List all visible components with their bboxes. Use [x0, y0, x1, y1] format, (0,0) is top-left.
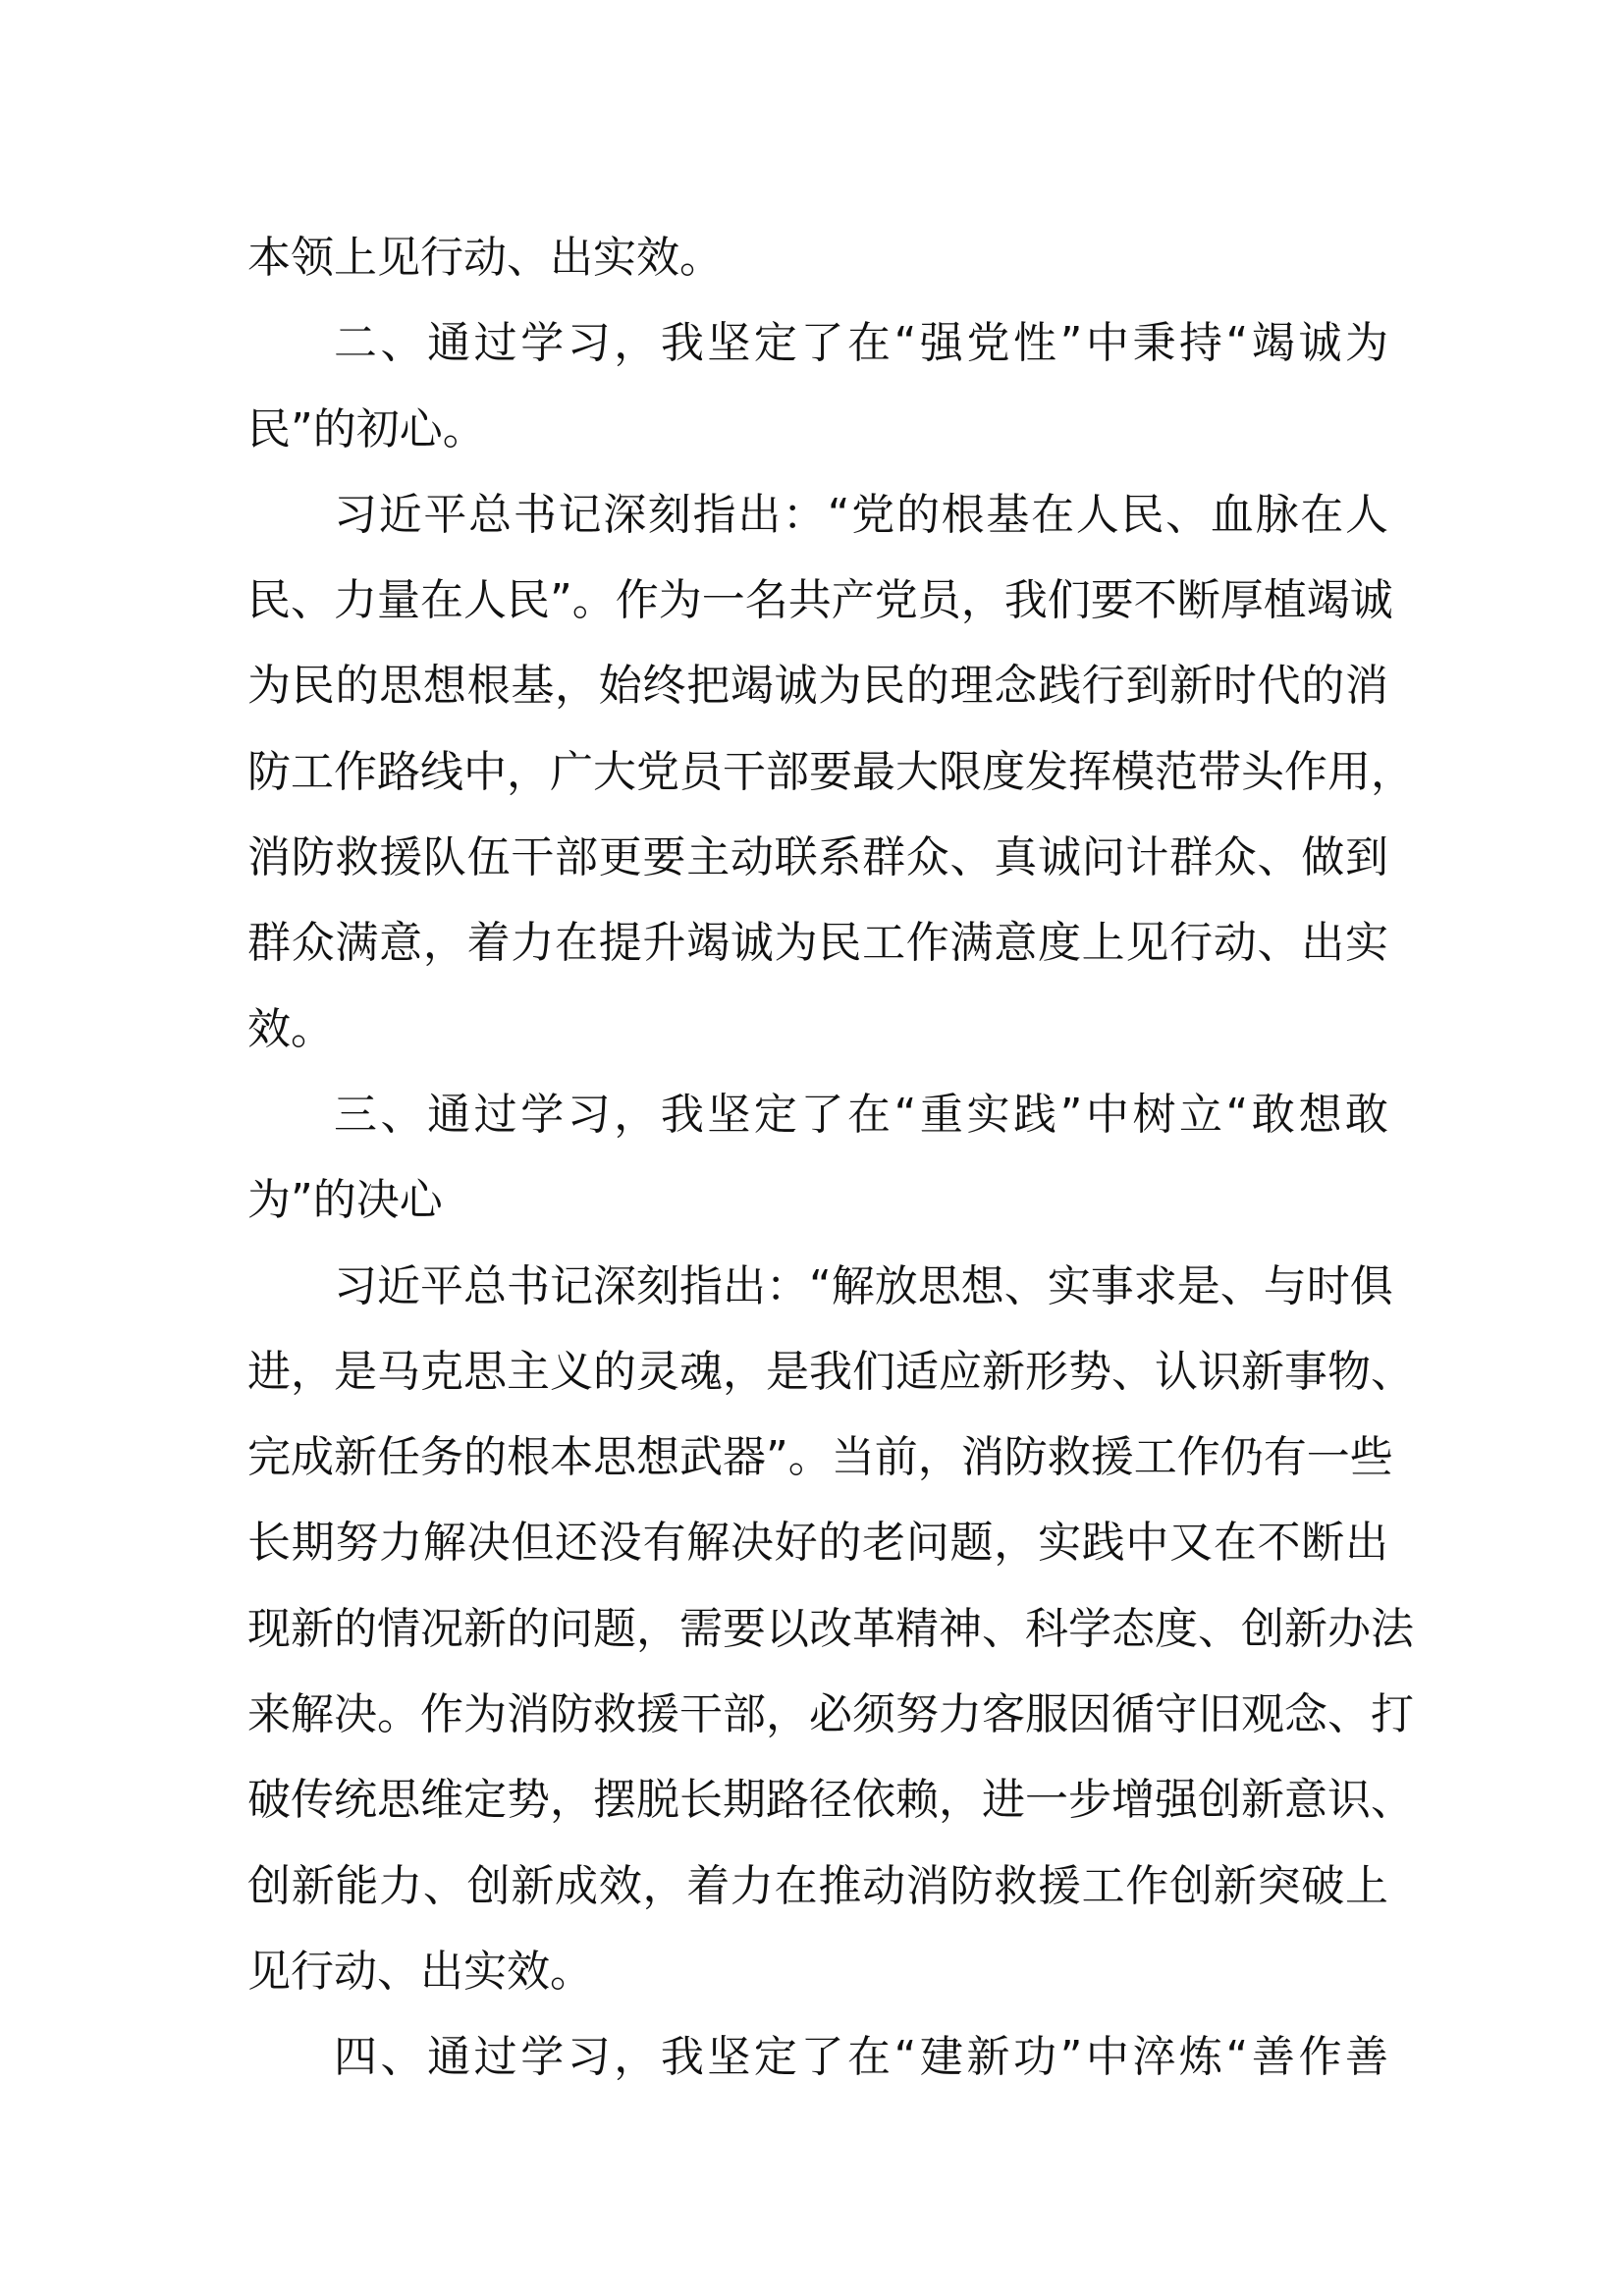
- paragraph: [247, 1085, 1388, 1256]
- text-line: 民”的初心。: [247, 403, 486, 454]
- text-line: 四、通过学习，我坚定了在“建新功”中淬炼“善作善: [334, 2032, 1388, 2083]
- text-line: 效。: [247, 1003, 334, 1054]
- paragraph: [247, 228, 1388, 313]
- text-line: 来解决。作为消防救援干部，必须努力客服因循守旧观念、打: [247, 1689, 1414, 1740]
- text-line: 见行动、出实效。: [247, 1946, 593, 1997]
- paragraph: [247, 2027, 1388, 2112]
- document-body: [247, 228, 1414, 2113]
- text-line: 为”的决心: [247, 1175, 443, 1226]
- text-line: 完成新任务的根本思想武器”。当前，消防救援工作仍有一些: [247, 1432, 1393, 1483]
- text-line: 现新的情况新的问题，需要以改革精神、科学态度、创新办法: [247, 1603, 1414, 1654]
- text-line: 为民的思想根基，始终把竭诚为民的理念践行到新时代的消: [247, 661, 1388, 712]
- text-line: 三、通过学习，我坚定了在“重实践”中树立“敢想敢: [334, 1089, 1388, 1140]
- paragraph: [247, 485, 1414, 1085]
- paragraph: [247, 1256, 1414, 2028]
- text-line: 二、通过学习，我坚定了在“强党性”中秉持“竭诚为: [334, 318, 1388, 369]
- text-line: 长期努力解决但还没有解决好的老问题，实践中又在不断出: [247, 1518, 1388, 1569]
- text-line: 习近平总书记深刻指出：“党的根基在人民、血脉在人: [334, 489, 1388, 540]
- text-line: 防工作路线中，广大党员干部要最大限度发挥模范带头作用，: [247, 746, 1414, 797]
- paragraph: [247, 313, 1388, 485]
- text-line: 消防救援队伍干部更要主动联系群众、真诚问计群众、做到: [247, 832, 1388, 883]
- text-line: 群众满意，着力在提升竭诚为民工作满意度上见行动、出实: [247, 918, 1388, 969]
- text-line: 破传统思维定势，摆脱长期路径依赖，进一步增强创新意识、: [247, 1775, 1414, 1826]
- text-line: 进，是马克思主义的灵魂，是我们适应新形势、认识新事物、: [247, 1346, 1414, 1397]
- text-line: 民、力量在人民”。作为一名共产党员，我们要不断厚植竭诚: [247, 575, 1393, 626]
- text-line: 本领上见行动、出实效。: [247, 233, 723, 283]
- text-line: 习近平总书记深刻指出：“解放思想、实事求是、与时俱: [334, 1260, 1393, 1311]
- text-line: 创新能力、创新成效，着力在推动消防救援工作创新突破上: [247, 1860, 1388, 1911]
